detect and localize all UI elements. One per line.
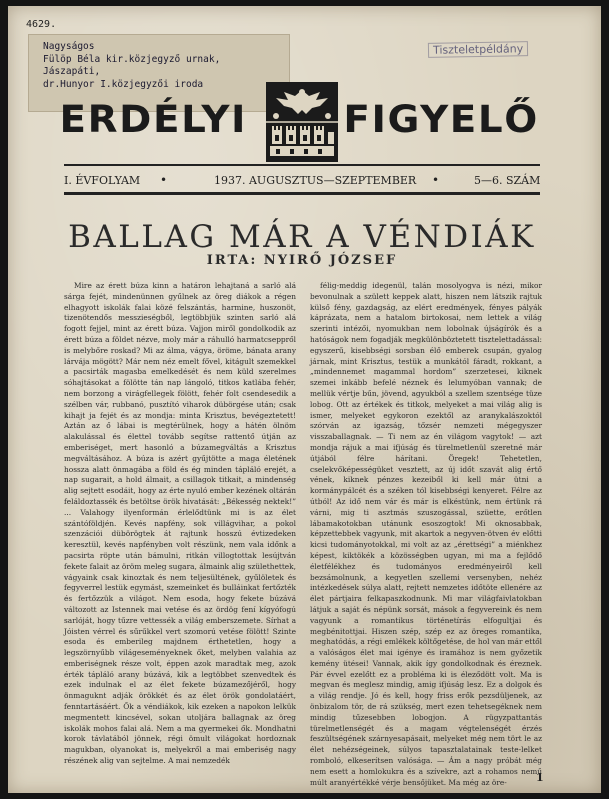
article-byline: IRTA: NYIRŐ JÓZSEF	[206, 253, 398, 268]
address-line: Jászapáti,	[43, 66, 101, 77]
masthead-left: ERDÉLYI	[59, 98, 248, 141]
coat-of-arms-icon	[262, 80, 342, 166]
masthead-right: FIGYELŐ	[343, 98, 539, 141]
masthead-rule	[64, 164, 540, 166]
separator-dot: •	[432, 173, 440, 187]
article-column-2	[310, 281, 542, 788]
address-line: dr.Hunyor I.közjegyzői iroda	[43, 78, 204, 90]
newspaper-page	[8, 6, 601, 793]
issue-number: 5—6. SZÁM	[474, 174, 541, 187]
article-column-1	[64, 281, 296, 767]
column-text: Mire az érett búza kinn a határon lehajtaná a sarló alá sárga fejét, mindenünnen gyűlnek az öreg diákok a régen elhagyott iskolák falai közé felszántás, harmine, huszonöt, tizenötendős messzieségből, legtöbbjük szinten sarló alá fogott fejjel, mint az érett búza. Vajjon miről gondolkodik az érett búza a földet nézve, moly már a ráhulló harmatcseppről is melybőre roskad? Mi az álma, vágya, öröme, bánata arany lárvája mögött? Már nem néz emelt fővel, kitágult szemekkel a pacsirták magasba emelkedését és nem küld szerelmes sóhajtásokat a fölötte tán nap lángoló, titkos katlába fehér, nem borzong a virágfellegek fölött, fehér folt csendesedik a szélben vár, rubbanó, pusztító viharok dübörgése után; csak kihajt ja fejét és az mondja: minta Krisztus, bevégeztetett! Aztán az ő lábai is megtérülnek, hogy a hátén ölnöm alakulással és élettel tovább segítse rattentő útján az emberiséget, mert hasonló a búzamegváltás a Krisztus megváltásához. A búza is azért gyűjtötte a maga életének hossza alatt önmagába a föld és ég minden tápláló erejét, a nap sugarait, a hold álmait, a csillagok titkait, a mindenség alig sejtett esodáit, hogy az érte nyuló ember kezének oltárán feláldoztassék és betöltse örök hivatását: „Békesség nektek!” ... Valahogy ilyenformán érlelődtünk mi is az élet szántóföldjén. Kevés napfény, sok villágvihar, a pokol szenzációi dübörögtek át rajtunk hosszú évtizedeken keresztül, kevés napfényben volt részünk, nem vala időnk a pacsirta röpte után bámulni, ritkán villogtottak lesújtván fekete falait az öröm meleg sugara, álmaink alig születhettek, vágyaink csak kinoztak és nem teljesültének, gyűlöletek és fegyverrel lestük egymást, szemeinket és bulláinkat fertőzték és fertőzzük a világot. Nem esoda, hogy fekete búzává változott az Istennek mai vetése és az ördög fení kígyófogú sarlóját, hogy tűzre vettessék a világ emberszemete. Sírhat a Jóisten vérrel és sűrűkkel vert szomorú vetése fölött! Szinte esoda és emberileg majdnem érthetetlen, hogy a legszörnyűbb világeseményeknek őket, melyben valahia az emberiségnek része volt, éppen azok maradtak meg, azok érték tápláló arany búzává, kik a legtöbbet szenvedtek és ezek indulnak el az élet fekete búzamezőjéről, hogy önmaguknt adják örökkét és az élet örök gondolatáért, fenntartásáért. Ők a véndiákok, kik ezeken a napokon lelkük megmentett kincsével, sokan utoljára ballagnak az öreg iskolák mohos falai alá. Nem a ma gyermekei ők. Mondhatni korok távlatából jönnek, régi ömult világokat hordoznak magukban, olyanokat is, melyekről a mai emberiség nagy részének alig van sejtelme. A mai nemzedék	[64, 281, 297, 766]
column-text: félig-meddig idegenül, talán mosolyogva is nézi, mikor bevonulnak a születt keppek alatt, hiszen nem látszik rajtuk külső fény, gazdagság, az elért eredmények, fényes pályák káprázata, nem a hatalom birtokosai, nem lettek a világ szerinti intézői, nyomukban nem lobolnak újságírók és a hatóságok nem fogadják megkülönböztetett tisztelettadással: egyszerű, kisebbségi sorsban élő emberek csupán, gyalog járnak, mint Krisztus, testük a munkától fáradt, rokkant, a „mindennemet magammal hordom” szerzetesei, kiknek szemei inkább befelé néznek és lelumyóban vannak; de mellük vértje bűn, jövend, agyukból a szellem szentsége tüze lobog. Ott az értékek és titkok, melyeket a mai világ alig is ismer, melyeket egykoron ezektől az aranykalászoktól szórván az igazság, tőzsér nemzeti mégegyszer visszaballagnak. — Ti nem az én világom vagytok! — azt mondja rájuk a mai ifjúság és türelmetlenül szeretné már útjából félre hárítani. Öregek! Tehetetlen, cselekvőképességüket vesztett, az új időt szavát alig értő vének, kiknek pénzes kezeiből ki kell már ütni a kormánypálcét és a széken tól kisebbségi kenyeret. Félre az útból! Az idő nem vár és már is elkéstünk, nem értünk rá várni, mig ti asztmás szuszogással, szüette, erőtlen lábamakotokban utánunk esoszogtok! Mi oknosabbak, képzettebbek vagyunk, mit akartok a negyven-ötven év előtti kicsi tudományotokkal, mi volt az az „érettségi” a miénkhez képest, kiktökék a közösségben ugyan, mi ma a fejlődő életfélékhez és tudományos eredményeiről kell bezsámolnunk, a kegyetlen szellemi versenyben, nehéz intézkedések súlya alatt, rejtett nemzetes időtöte ellenére az élet pártjaira felkapaszkodnunk. Mi mar világfaivlatokban látjuk a saját és népünk sorsát, mások a fegyvereink és nem vagyunk a romantikus történetírás elfogultjai és megbénitottjai. Hiszen szép, szép ez az öreges romantika, meghatódás, a régi emlékek költőgetése, de hol van már ettől a valóságos élet mai igénye és iramához is nem győzetik kemény ütései! Vannak, akik így gondolkodnak és éreznek. Pár évvel ezelőtt ez a probléma ki is éleződött volt. Ma is megvan és meglesz mindig, amig ifjúság lesz. Ez a dolgok és a világ rendje. Jó és kell, hogy friss erők pezsdüljenek, az önbizalom tör, de rá szükség, mert ezen tehetsegéknek nem mindig tűzesebben lobogjon. A rügyzpattantás türelmetlenségét és a magam végtelenségét érzés feszültségének szárnyesapásait, melyeket még nem tört le az élet nehézségeinek, súlyos tapasztalatainak teste-lelket romboló, elkeserítsen valósága. — Ám a nagy próbát még nem esett a homlokukra és a szívekre, azt a rohamos nemű múlt aranyértékké vérje bensőjüket. Ma még az öre-	[310, 281, 542, 787]
separator-dot: •	[160, 173, 168, 187]
volume-label: I. ÉVFOLYAM	[64, 174, 141, 187]
issue-date: 1937. AUGUSZTUS—SZEPTEMBER	[214, 174, 417, 187]
issue-rule	[64, 192, 540, 195]
complimentary-copy-stamp: Tiszteletpéldány	[428, 41, 528, 58]
page-number: 1	[536, 771, 544, 784]
address-line: Fülöp Béla kir.közjegyző urnak,	[43, 53, 221, 65]
address-line: Nagyságos	[43, 41, 95, 52]
folio-number: 4629.	[26, 19, 57, 30]
article-title: BALLAG MÁR A VÉNDIÁK	[68, 219, 536, 255]
